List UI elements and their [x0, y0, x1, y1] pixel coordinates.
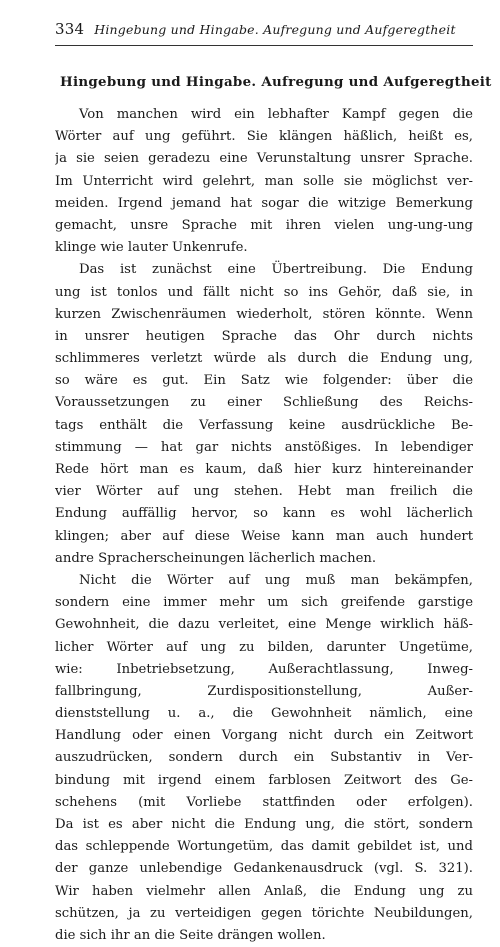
text-line: schützen, ja zu verteidigen gegen törichte Neubildungen, [55, 905, 473, 921]
text-line: schlimmeres verletzt würde als durch die Endung ung, [55, 351, 473, 367]
text-line: so wäre es gut. Ein Satz wie folgender: über die [55, 373, 473, 389]
running-head [55, 20, 475, 38]
text-line: Da ist es aber nicht die Endung ung, die stört, sondern [55, 817, 473, 832]
text-line: kurzen Zwischenräumen wiederholt, stören könnte. Wenn [55, 306, 473, 322]
text-line: vier Wörter auf ung stehen. Hebt man freilich die [55, 484, 473, 500]
section-title: Hingebung und Hingabe. Aufregung und Aufgeregtheit [60, 74, 492, 90]
text-line: klinge wie lauter Unkenrufe. [55, 240, 248, 256]
text-line: Voraussetzungen zu einer Schließung des Reichs- [55, 395, 473, 411]
text-line: wie: Inbetriebsetzung, Außerachtlassung, Inweg- [55, 661, 473, 677]
text-line: gemacht, unsre Sprache mit ihren vielen ung-ung-ung [55, 217, 473, 233]
text-line: ja sie seien geradezu eine Verunstaltung unsrer Sprache. [55, 151, 473, 167]
text-line: klingen; aber auf diese Weise kann man auch hundert [55, 528, 473, 544]
text-line: ung ist tonlos und fällt nicht so ins Gehör, daß sie, in [55, 284, 473, 300]
text-line: licher Wörter auf ung zu bilden, darunter Ungetüme, [55, 639, 473, 655]
text-line: sondern eine immer mehr um sich greifende garstige [55, 595, 473, 611]
text-line: Endung auffällig hervor, so kann es wohl lächerlich [55, 506, 473, 522]
text-line: stimmung — hat gar nichts anstößiges. In lebendiger [55, 439, 473, 455]
text-line: Das ist zunächst eine Übertreibung. Die Endung [79, 262, 473, 278]
text-line: tags enthält die Verfassung keine ausdrückliche Be- [55, 417, 473, 433]
running-title: Hingebung und Hingabe. Aufregung und Aufgeregtheit [94, 22, 456, 37]
text-line: die sich ihr an die Seite drängen wollen. [55, 927, 326, 943]
text-line: Nicht die Wörter auf ung muß man bekämpfen, [79, 572, 473, 588]
text-line: das schleppende Wortungetüm, das damit gebildet ist, und [55, 839, 473, 855]
text-line: bindung mit irgend einem farblosen Zeitwort des Ge- [55, 772, 473, 788]
text-line: andre Spracherscheinungen lächerlich machen. [55, 550, 377, 566]
text-line: Von manchen wird ein lebhafter Kampf gegen die [79, 107, 473, 122]
text-line: der ganze unlebendige Gedankenausdruck (vgl. S. 321). [55, 861, 473, 877]
text-line: fallbringung, Zurdispositionstellung, Außer- [55, 683, 473, 699]
text-line: Im Unterricht wird gelehrt, man solle sie möglichst ver- [55, 173, 473, 189]
text-line: Rede hört man es kaum, daß hier kurz hintereinander [55, 462, 473, 477]
text-line: in unsrer heutigen Sprache das Ohr durch nichts [55, 328, 473, 344]
text-line: auszudrücken, sondern durch ein Substantiv in Ver- [55, 750, 473, 766]
header-rule [55, 45, 473, 46]
text-line: meiden. Irgend jemand hat sogar die witzige Bemerkung [55, 195, 473, 211]
body-text [55, 104, 473, 947]
text-line: Gewohnheit, die dazu verleitet, eine Menge wirklich häß- [55, 617, 473, 633]
text-line: dienststellung u. a., die Gewohnheit nämlich, eine [55, 706, 473, 722]
page-number: 334 [55, 20, 85, 38]
text-line: Wir haben vielmehr allen Anlaß, die Endung ung zu [55, 883, 473, 899]
text-line: schehens (mit Vorliebe stattfinden oder erfolgen). [55, 794, 473, 810]
text-line: Handlung oder einen Vorgang nicht durch ein Zeitwort [55, 728, 473, 744]
text-line: Wörter auf ung geführt. Sie klängen häßlich, heißt es, [55, 129, 473, 145]
